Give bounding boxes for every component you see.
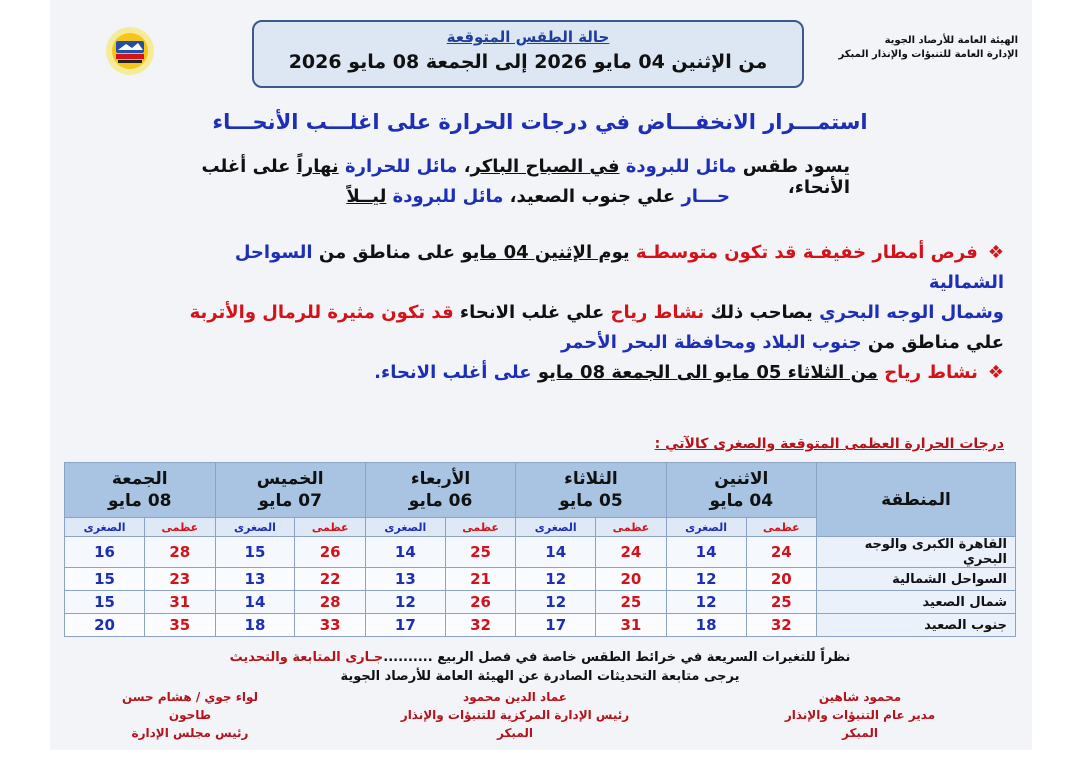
region-cell: جنوب الصعيد [817, 614, 1016, 637]
day-date: 06 مايو [408, 491, 473, 511]
max-temp: 24 [596, 537, 666, 568]
min-temp: 20 [65, 614, 145, 637]
summary-text: يسود طقس [742, 156, 850, 177]
min-temp: 17 [365, 614, 445, 637]
day-header [215, 463, 365, 518]
title-box [252, 20, 804, 88]
wind-areas: علي غلب الانحاء [459, 302, 605, 323]
table-header-row [65, 463, 1016, 518]
min-temp: 15 [65, 591, 145, 614]
day-name: الثلاثاء [564, 469, 618, 489]
min-temp: 16 [65, 537, 145, 568]
min-label: الصغرى [516, 518, 596, 537]
update-note-follow: جـارى المتابعة والتحديث [229, 650, 384, 665]
signature-title: رئيس الإدارة المركزية للتنبؤات والإنذار المبكر [400, 708, 630, 740]
max-temp: 20 [746, 568, 816, 591]
bullet-rain [164, 238, 1004, 358]
wind-activity-2: نشاط رياح [884, 362, 978, 383]
rain-on-areas: على مناطق من [318, 242, 456, 263]
max-label: عظمى [145, 518, 215, 537]
signature-title: مدير عام التنبؤات والإنذار المبكر [784, 708, 936, 740]
egyptian-meteorological-authority-logo [88, 26, 172, 76]
min-temp: 12 [516, 591, 596, 614]
min-temp: 12 [666, 591, 746, 614]
signature-chairman [100, 688, 280, 742]
day-header [365, 463, 515, 518]
summary-early-morning: في الصباح الباكر [470, 156, 620, 177]
wind-period: من الثلاثاء 05 مايو الى الجمعة 08 مايو [537, 362, 878, 383]
signature-director [770, 688, 950, 742]
table-row [65, 591, 1016, 614]
table-row [65, 614, 1016, 637]
min-temp: 12 [666, 568, 746, 591]
day-header [516, 463, 666, 518]
region-header: المنطقة [817, 463, 1016, 537]
temperature-table [64, 462, 1016, 637]
min-temp: 14 [666, 537, 746, 568]
summary-daytime: نهاراً [296, 156, 339, 177]
max-temp: 26 [295, 537, 365, 568]
headline: استمـــرار الانخفـــاض في درجات الحرارة على اغلـــب الأنحـــاء [212, 110, 868, 134]
max-temp: 28 [295, 591, 365, 614]
summary-south-upper-egypt: علي جنوب الصعيد، [509, 186, 676, 207]
max-temp: 20 [596, 568, 666, 591]
signature-name: لواء جوي / هشام حسن طاحون [121, 690, 259, 722]
min-label: الصغرى [65, 518, 145, 537]
min-temp: 18 [666, 614, 746, 637]
rain-day: يوم الإثنين 04 مايو [461, 242, 630, 263]
summary-night: ليــلاً [346, 186, 387, 207]
signature-central-admin [400, 688, 630, 742]
max-temp: 23 [145, 568, 215, 591]
max-temp: 35 [145, 614, 215, 637]
rain-chance: فرص أمطار خفيفـة قد تكون متوسطـة [635, 242, 978, 263]
max-temp: 24 [746, 537, 816, 568]
signature-name: عماد الدين محمود [463, 690, 567, 704]
region-cell: شمال الصعيد [817, 591, 1016, 614]
wind-on: على [493, 362, 532, 383]
summary-most-areas: على أغلب الأنحاء، [201, 156, 850, 198]
region-cell: القاهرة الكبرى والوجه البحري [817, 537, 1016, 568]
table-caption: درجات الحرارة العظمى المتوقعة والصغرى كالآتي : [654, 436, 1004, 452]
summary-cool-night: مائل للبرودة [392, 186, 504, 207]
min-label: الصغرى [666, 518, 746, 537]
region-cell: السواحل الشمالية [817, 568, 1016, 591]
day-name: الجمعة [111, 469, 168, 489]
day-name: الأربعاء [410, 469, 471, 489]
rain-north-coast: السواحل الشمالية [234, 242, 1004, 293]
bullet-star-icon: ❖ [987, 362, 1004, 383]
min-temp: 15 [215, 537, 295, 568]
sand-dust: قد تكون مثيرة للرمال والأتربة [189, 302, 454, 323]
summary-warm: مائل للحرارة [344, 156, 458, 177]
max-temp: 21 [445, 568, 515, 591]
summary-hot: حـــار [681, 186, 730, 207]
max-temp: 31 [596, 614, 666, 637]
day-date: 07 مايو [258, 491, 322, 511]
bullet-wind [164, 358, 1004, 388]
south-red-sea: جنوب البلاد ومحافظة البحر الأحمر [561, 332, 862, 353]
min-temp: 15 [65, 568, 145, 591]
summary-line-2 [180, 186, 730, 207]
rain-north-delta: وشمال الوجه البحري [819, 302, 1004, 323]
min-label: الصغرى [365, 518, 445, 537]
day-date: 05 مايو [559, 491, 623, 511]
min-temp: 14 [215, 591, 295, 614]
max-temp: 22 [295, 568, 365, 591]
update-note-text: نظراً للتغيرات السريعة في خرائط الطقس خاصة في فصل الربيع .......... [383, 650, 851, 665]
day-header [65, 463, 216, 518]
max-temp: 26 [445, 591, 515, 614]
max-label: عظمى [295, 518, 365, 537]
wind-activity: نشاط رياح [610, 302, 705, 323]
organization-header [818, 34, 1018, 62]
max-temp: 25 [596, 591, 666, 614]
day-name: الاثنين [714, 469, 769, 489]
min-temp: 12 [365, 591, 445, 614]
org-department: الإدارة العامة للتنبؤات والإنذار المبكر [838, 49, 1018, 60]
forecast-period: من الإثنين 04 مايو 2026 إلى الجمعة 08 مايو 2026 [288, 51, 768, 73]
table-row [65, 568, 1016, 591]
min-temp: 13 [365, 568, 445, 591]
min-label: الصغرى [215, 518, 295, 537]
day-date: 04 مايو [709, 491, 774, 511]
min-temp: 18 [215, 614, 295, 637]
max-temp: 31 [145, 591, 215, 614]
day-name: الخميس [256, 469, 324, 489]
min-temp: 12 [516, 568, 596, 591]
max-label: عظمى [596, 518, 666, 537]
max-temp: 28 [145, 537, 215, 568]
min-temp: 14 [516, 537, 596, 568]
max-temp: 32 [746, 614, 816, 637]
table-row [65, 537, 1016, 568]
summary-comma: ، [463, 156, 471, 177]
max-label: عظمى [445, 518, 515, 537]
bullet-star-icon: ❖ [987, 242, 1004, 263]
signature-name: محمود شاهين [818, 690, 902, 704]
sand-on-areas: علي مناطق من [867, 332, 1004, 353]
follow-note: يرجى متابعة التحديثات الصادرة عن الهيئة العامة للأرصاد الجوية [340, 669, 740, 684]
org-name: الهيئة العامة للأرصاد الجوية [884, 35, 1018, 46]
day-header [666, 463, 816, 518]
summary-cool: مائل للبرودة [625, 156, 737, 177]
max-temp: 25 [746, 591, 816, 614]
day-date: 08 مايو [107, 491, 172, 511]
signature-title: رئيس مجلس الإدارة [131, 726, 249, 740]
min-temp: 13 [215, 568, 295, 591]
max-temp: 32 [445, 614, 515, 637]
min-temp: 17 [516, 614, 596, 637]
max-temp: 25 [445, 537, 515, 568]
wind-most-areas: أغلب الانحاء. [374, 362, 488, 383]
update-note [0, 650, 1080, 665]
min-temp: 14 [365, 537, 445, 568]
rain-accompanied: يصاحب ذلك [710, 302, 813, 323]
report-title: حالة الطقس المتوقعة [446, 28, 610, 46]
max-label: عظمى [746, 518, 816, 537]
max-temp: 33 [295, 614, 365, 637]
